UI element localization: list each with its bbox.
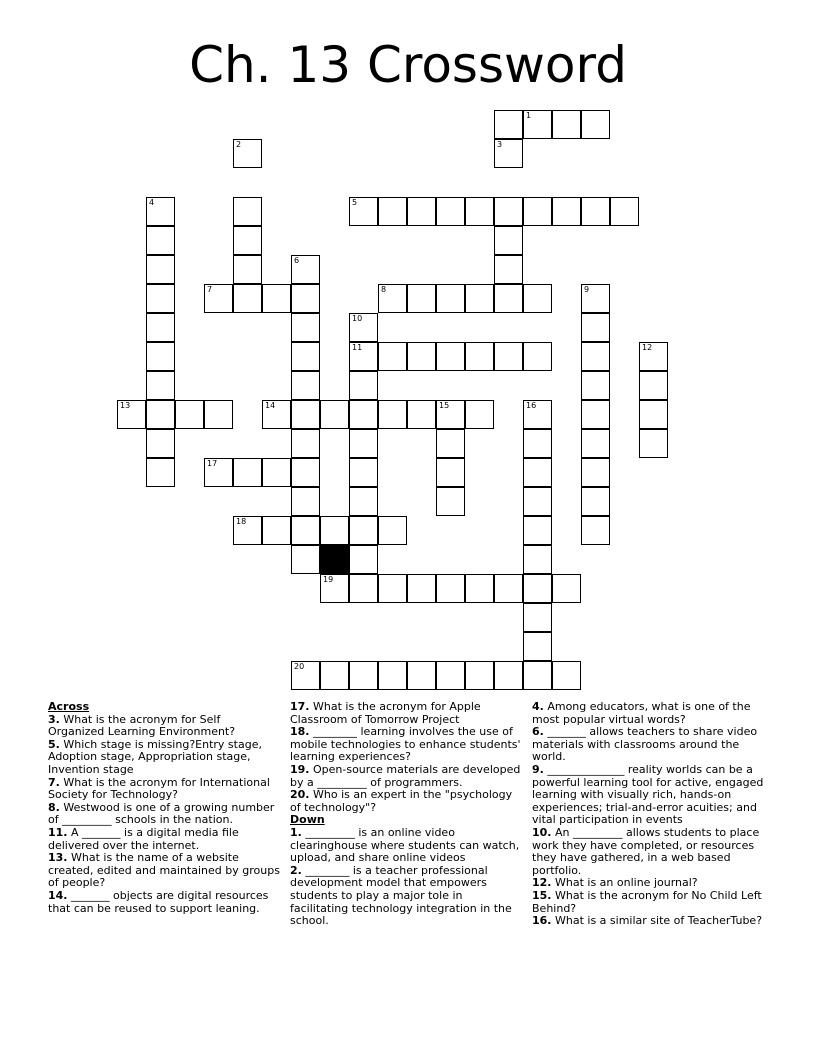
clue-text: What is an online journal? bbox=[551, 876, 698, 890]
grid-cell[interactable] bbox=[581, 197, 610, 226]
clue-label: 11. bbox=[48, 825, 68, 839]
grid-cell[interactable] bbox=[291, 400, 320, 429]
grid-cell[interactable] bbox=[233, 139, 262, 168]
clue-number: 5 bbox=[352, 198, 358, 207]
clue-number: 17 bbox=[207, 459, 218, 468]
grid-cell[interactable] bbox=[581, 516, 610, 545]
down-clue bbox=[290, 865, 522, 928]
grid-cell[interactable] bbox=[494, 255, 523, 284]
grid-cell[interactable] bbox=[233, 284, 262, 313]
grid-cell[interactable] bbox=[436, 429, 465, 458]
grid-cell[interactable] bbox=[378, 400, 407, 429]
grid-cell[interactable] bbox=[581, 429, 610, 458]
grid-cell[interactable] bbox=[233, 226, 262, 255]
clues-column-1 bbox=[48, 701, 280, 915]
across-clue bbox=[290, 701, 522, 726]
grid-cell[interactable] bbox=[291, 313, 320, 342]
grid-cell[interactable] bbox=[320, 400, 349, 429]
clue-number: 13 bbox=[120, 401, 131, 410]
clues-column-3 bbox=[532, 701, 764, 928]
grid-cell[interactable] bbox=[146, 400, 175, 429]
grid-cell[interactable] bbox=[204, 458, 233, 487]
grid-cell[interactable] bbox=[494, 197, 523, 226]
grid-cell[interactable] bbox=[581, 458, 610, 487]
down-clue bbox=[532, 726, 764, 764]
grid-cell[interactable] bbox=[291, 487, 320, 516]
grid-cell[interactable] bbox=[581, 371, 610, 400]
grid-cell[interactable] bbox=[436, 458, 465, 487]
grid-cell[interactable] bbox=[407, 574, 436, 603]
grid-cell[interactable] bbox=[378, 574, 407, 603]
grid-cell[interactable] bbox=[378, 284, 407, 313]
grid-cell[interactable] bbox=[349, 516, 378, 545]
grid-cell[interactable] bbox=[523, 284, 552, 313]
grid-cell[interactable] bbox=[349, 458, 378, 487]
grid-cell[interactable] bbox=[436, 400, 465, 429]
clue-text: _______ allows teachers to share video materials with classrooms around the world. bbox=[532, 725, 758, 764]
down-clue bbox=[290, 827, 522, 865]
grid-cell[interactable] bbox=[320, 661, 349, 690]
grid-cell[interactable] bbox=[436, 574, 465, 603]
grid-cell[interactable] bbox=[378, 197, 407, 226]
clue-label: 17. bbox=[290, 700, 310, 713]
grid-cell[interactable] bbox=[581, 342, 610, 371]
down-heading: Down bbox=[290, 813, 325, 827]
grid-cell[interactable] bbox=[465, 284, 494, 313]
grid-cell[interactable] bbox=[465, 661, 494, 690]
grid-cell[interactable] bbox=[146, 197, 175, 226]
down-clue bbox=[532, 827, 764, 877]
grid-cell[interactable] bbox=[407, 284, 436, 313]
grid-cell[interactable] bbox=[349, 487, 378, 516]
grid-cell[interactable] bbox=[291, 371, 320, 400]
clue-text: Westwood is one of a growing number of _________ schools in the nation. bbox=[48, 800, 275, 827]
grid-cell[interactable] bbox=[349, 429, 378, 458]
grid-cell[interactable] bbox=[552, 197, 581, 226]
clue-number: 1 bbox=[526, 111, 532, 120]
down-clue bbox=[532, 915, 764, 928]
grid-cell[interactable] bbox=[407, 342, 436, 371]
grid-cell[interactable] bbox=[465, 197, 494, 226]
grid-cell[interactable] bbox=[523, 574, 552, 603]
clue-number: 18 bbox=[236, 517, 247, 526]
clue-number: 4 bbox=[149, 198, 155, 207]
grid-cell[interactable] bbox=[146, 342, 175, 371]
across-clue bbox=[290, 726, 522, 764]
grid-cell[interactable] bbox=[349, 661, 378, 690]
clue-text: An _________ allows students to place work they have completed, or resources they have gathered, in a web based portfolio. bbox=[532, 825, 760, 877]
grid-cell[interactable] bbox=[349, 197, 378, 226]
grid-cell[interactable] bbox=[436, 342, 465, 371]
grid-cell[interactable] bbox=[436, 197, 465, 226]
clue-number: 12 bbox=[642, 343, 653, 352]
grid-cell[interactable] bbox=[523, 603, 552, 632]
grid-cell[interactable] bbox=[465, 574, 494, 603]
clue-text: Who is an expert in the "psychology of technology"? bbox=[290, 788, 513, 814]
grid-cell[interactable] bbox=[639, 400, 668, 429]
clue-label: 8. bbox=[48, 800, 60, 814]
grid-cell[interactable] bbox=[378, 661, 407, 690]
across-clue bbox=[48, 890, 280, 915]
grid-cell[interactable] bbox=[494, 342, 523, 371]
grid-cell[interactable] bbox=[494, 661, 523, 690]
clue-number: 20 bbox=[294, 662, 305, 671]
clue-number: 16 bbox=[526, 401, 537, 410]
grid-cell[interactable] bbox=[233, 255, 262, 284]
clue-text: ______________ reality worlds can be a powerful learning tool for active, engaged learning with visually rich, hands-on experiences; trial-and-error acuities; and vital participation in events bbox=[532, 762, 764, 827]
clue-label: 1. bbox=[290, 825, 302, 839]
across-clue bbox=[48, 852, 280, 890]
grid-cell[interactable] bbox=[639, 371, 668, 400]
grid-cell[interactable] bbox=[407, 400, 436, 429]
clue-label: 13. bbox=[48, 851, 68, 865]
across-heading: Across bbox=[48, 700, 90, 713]
grid-cell[interactable] bbox=[291, 516, 320, 545]
clue-number: 14 bbox=[265, 401, 276, 410]
grid-cell[interactable] bbox=[581, 487, 610, 516]
grid-cell[interactable] bbox=[291, 661, 320, 690]
grid-cell[interactable] bbox=[523, 400, 552, 429]
grid-cell[interactable] bbox=[581, 110, 610, 139]
grid-cell[interactable] bbox=[204, 284, 233, 313]
across-clue bbox=[290, 764, 522, 789]
grid-cell[interactable] bbox=[291, 429, 320, 458]
grid-cell[interactable] bbox=[494, 284, 523, 313]
grid-cell[interactable] bbox=[436, 284, 465, 313]
down-clue bbox=[532, 701, 764, 726]
clue-number: 11 bbox=[352, 343, 363, 352]
grid-cell[interactable] bbox=[349, 371, 378, 400]
clue-number: 19 bbox=[323, 575, 334, 584]
grid-cell[interactable] bbox=[349, 574, 378, 603]
grid-cell[interactable] bbox=[146, 284, 175, 313]
grid-cell[interactable] bbox=[523, 110, 552, 139]
clue-number: 7 bbox=[207, 285, 213, 294]
clue-label: 18. bbox=[290, 725, 310, 739]
clue-number: 10 bbox=[352, 314, 363, 323]
grid-cell[interactable] bbox=[146, 458, 175, 487]
clue-text: Among educators, what is one of the most popular virtual words? bbox=[532, 700, 751, 726]
down-clue bbox=[532, 890, 764, 915]
grid-cell[interactable] bbox=[494, 226, 523, 255]
grid-cell[interactable] bbox=[262, 516, 291, 545]
clue-label: 20. bbox=[290, 788, 310, 802]
grid-cell[interactable] bbox=[349, 545, 378, 574]
grid-cell[interactable] bbox=[465, 400, 494, 429]
clue-text: _________ is an online video clearinghouse where students can watch, upload, and share online videos bbox=[290, 825, 520, 865]
grid-cell[interactable] bbox=[523, 632, 552, 661]
grid-cell[interactable] bbox=[320, 516, 349, 545]
grid-cell[interactable] bbox=[349, 313, 378, 342]
clue-label: 16. bbox=[532, 914, 552, 928]
clue-label: 4. bbox=[532, 700, 544, 713]
grid-cell[interactable] bbox=[146, 371, 175, 400]
grid-cell[interactable] bbox=[291, 342, 320, 371]
grid-cell[interactable] bbox=[552, 661, 581, 690]
across-clue bbox=[48, 827, 280, 852]
grid-cell[interactable] bbox=[291, 284, 320, 313]
grid-cell[interactable] bbox=[436, 661, 465, 690]
across-clue bbox=[48, 739, 280, 777]
across-clue bbox=[48, 777, 280, 802]
grid-cell[interactable] bbox=[523, 516, 552, 545]
clue-text: What is the acronym for Apple Classroom of Tomorrow Project bbox=[290, 700, 481, 726]
grid-cell[interactable] bbox=[233, 197, 262, 226]
clue-text: A _______ is a digital media file delivered over the internet. bbox=[48, 825, 239, 852]
clue-label: 9. bbox=[532, 762, 544, 776]
clue-text: What is the acronym for Self Organized Learning Environment? bbox=[48, 712, 236, 739]
clue-number: 3 bbox=[497, 140, 503, 149]
grid-cell[interactable] bbox=[349, 400, 378, 429]
clue-label: 19. bbox=[290, 762, 310, 776]
grid-cell[interactable] bbox=[581, 400, 610, 429]
grid-cell[interactable] bbox=[465, 342, 494, 371]
grid-cell[interactable] bbox=[204, 400, 233, 429]
clue-label: 3. bbox=[48, 712, 60, 726]
grid-cell[interactable] bbox=[349, 342, 378, 371]
grid-cell[interactable] bbox=[320, 574, 349, 603]
clue-text: ________ is a teacher professional development model that empowers students to play a major tole in facilitating technology integration in the school. bbox=[290, 863, 512, 928]
clue-label: 15. bbox=[532, 888, 552, 902]
clue-number: 15 bbox=[439, 401, 450, 410]
page-title: Ch. 13 Crossword bbox=[189, 36, 627, 94]
grid-cell[interactable] bbox=[262, 284, 291, 313]
clue-text: What is the acronym for No Child Left Behind? bbox=[532, 888, 762, 915]
grid-cell[interactable] bbox=[523, 661, 552, 690]
clue-number: 6 bbox=[294, 256, 300, 265]
grid-cell[interactable] bbox=[291, 255, 320, 284]
black-cell bbox=[320, 545, 349, 574]
clue-text: Which stage is missing?Entry stage, Adoption stage, Appropriation stage, Invention stage bbox=[48, 737, 262, 776]
grid-cell[interactable] bbox=[494, 139, 523, 168]
grid-cell[interactable] bbox=[639, 342, 668, 371]
grid-cell[interactable] bbox=[262, 400, 291, 429]
clue-label: 12. bbox=[532, 876, 552, 890]
grid-cell[interactable] bbox=[407, 197, 436, 226]
grid-cell[interactable] bbox=[291, 545, 320, 574]
across-clue bbox=[290, 789, 522, 814]
grid-cell[interactable] bbox=[552, 110, 581, 139]
clue-text: _______ objects are digital resources that can be reused to support leaning. bbox=[48, 888, 269, 915]
clue-label: 5. bbox=[48, 737, 60, 751]
grid-cell[interactable] bbox=[378, 342, 407, 371]
clue-text: What is the acronym for International Society for Technology? bbox=[48, 775, 270, 802]
grid-cell[interactable] bbox=[175, 400, 204, 429]
grid-cell[interactable] bbox=[146, 255, 175, 284]
clues-column-2 bbox=[290, 701, 522, 928]
grid-cell[interactable] bbox=[523, 342, 552, 371]
across-clue bbox=[48, 802, 280, 827]
grid-cell[interactable] bbox=[233, 458, 262, 487]
grid-cell[interactable] bbox=[610, 197, 639, 226]
grid-cell[interactable] bbox=[523, 197, 552, 226]
grid-cell[interactable] bbox=[494, 110, 523, 139]
clue-text: What is the name of a website created, edited and maintained by groups of people? bbox=[48, 851, 280, 890]
grid-cell[interactable] bbox=[523, 429, 552, 458]
grid-cell[interactable] bbox=[146, 226, 175, 255]
clue-number: 9 bbox=[584, 285, 590, 294]
grid-cell[interactable] bbox=[291, 458, 320, 487]
grid-cell[interactable] bbox=[581, 284, 610, 313]
grid-cell[interactable] bbox=[523, 487, 552, 516]
grid-cell[interactable] bbox=[523, 458, 552, 487]
across-clue bbox=[48, 714, 280, 739]
grid-cell[interactable] bbox=[146, 429, 175, 458]
clue-number: 2 bbox=[236, 140, 242, 149]
grid-cell[interactable] bbox=[581, 313, 610, 342]
grid-cell[interactable] bbox=[407, 661, 436, 690]
clue-label: 6. bbox=[532, 725, 544, 739]
grid-cell[interactable] bbox=[262, 458, 291, 487]
clue-text: What is a similar site of TeacherTube? bbox=[551, 914, 763, 928]
grid-cell[interactable] bbox=[436, 487, 465, 516]
clue-label: 14. bbox=[48, 888, 68, 902]
grid-cell[interactable] bbox=[552, 574, 581, 603]
clue-number: 8 bbox=[381, 285, 387, 294]
grid-cell[interactable] bbox=[146, 313, 175, 342]
clue-text: ________ learning involves the use of mobile technologies to enhance students' learning experiences? bbox=[290, 725, 521, 764]
grid-cell[interactable] bbox=[117, 400, 146, 429]
clue-label: 10. bbox=[532, 825, 552, 839]
clue-label: 7. bbox=[48, 775, 60, 789]
grid-cell[interactable] bbox=[639, 429, 668, 458]
clue-label: 2. bbox=[290, 863, 302, 877]
grid-cell[interactable] bbox=[494, 574, 523, 603]
clue-text: Open-source materials are developed by a _________ of programmers. bbox=[290, 762, 521, 789]
grid-cell[interactable] bbox=[378, 516, 407, 545]
grid-cell[interactable] bbox=[233, 516, 262, 545]
down-clue bbox=[532, 764, 764, 827]
grid-cell[interactable] bbox=[523, 545, 552, 574]
